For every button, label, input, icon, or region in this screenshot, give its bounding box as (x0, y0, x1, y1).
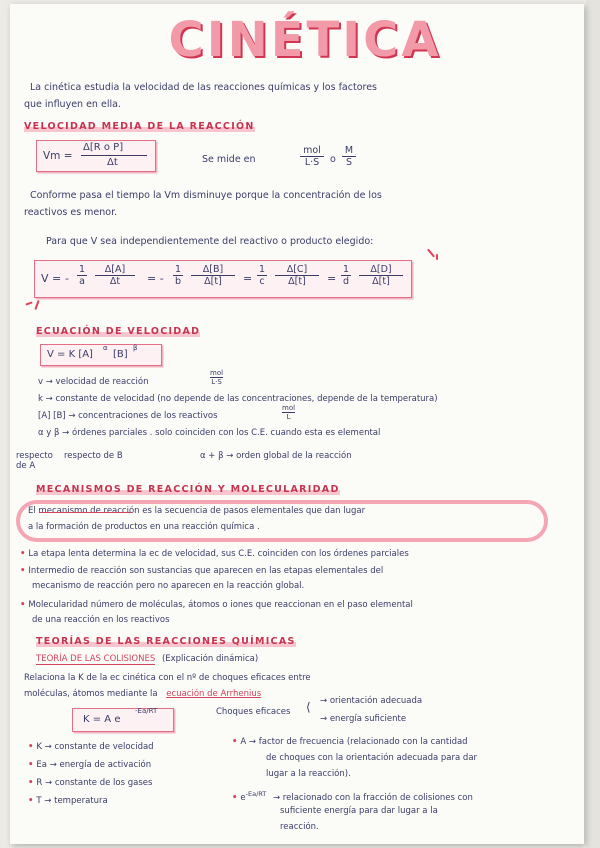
page-title: CINÉTICA (168, 12, 442, 68)
vm-note-line-2: reactivos es menor. (24, 207, 118, 218)
def-orden-global: α + β → orden global de la reacción (200, 451, 352, 461)
mecanismo-def-line-1: El mecanismo de reacción es la secuencia de pasos elementales que dan lugar (28, 506, 366, 516)
def-left-ea-text: Ea → energía de activación (36, 760, 152, 770)
rate-law-beta: β (133, 344, 138, 352)
arrhenius-exponent: -Ea/RT (135, 707, 158, 715)
unit-m-s (342, 145, 356, 168)
rate-law-alpha: α (103, 344, 108, 352)
term-2-den: Δ[t] (204, 276, 222, 287)
def-k: k → constante de velocidad (no depende de las concentraciones, depende de la temperatura) (38, 394, 438, 404)
arrhenius-formula: K = A e (83, 714, 121, 725)
def-a-line-1 (232, 737, 468, 747)
mecanismo-bullet-2 (20, 566, 383, 576)
rate-eq-3: = (243, 272, 253, 285)
def-ab: [A] [B] → concentraciones de los reactivos (38, 411, 218, 421)
coef-2-den: b (174, 276, 182, 287)
orientacion-adecuada: → orientación adecuada (320, 696, 423, 706)
rate-equality-box (34, 260, 412, 298)
bullet-dot: • (20, 566, 29, 576)
term-4-den: Δ[t] (372, 276, 390, 287)
term-4-num: Δ[D] (359, 264, 403, 276)
rate-term-3 (275, 264, 319, 287)
coef-2-num: 1 (174, 264, 182, 275)
strike-mecanismo (40, 512, 132, 513)
heading-velocidad-media-text: VELOCIDAD MEDIA DE LA REACCIÓN (24, 121, 255, 132)
rate-law-formula: V = K [A] (47, 349, 93, 360)
rate-coef-2 (173, 264, 183, 287)
def-left-k-text: K → constante de velocidad (36, 742, 154, 752)
def-respecto-b: respecto de B (64, 451, 123, 461)
def-ab-unit-num: mol (282, 404, 296, 412)
heading-velocidad-media (24, 121, 255, 132)
def-left-r (28, 778, 152, 788)
def-a-line-2: de choques con la orientación adecuada para dar (266, 753, 478, 763)
heading-ecuacion-text: ECUACIÓN DE VELOCIDAD (36, 326, 201, 337)
bullet-dot: • (232, 792, 241, 803)
colisiones-title-text: TEORÍA DE LAS COLISIONES (36, 654, 156, 664)
def-ab-unit (282, 404, 295, 421)
coef-3-den: c (259, 276, 265, 287)
relaciona-line-1: Relaciona la K de la ec cinética con el nº de choques eficaces entre (24, 673, 311, 683)
def-left-ea (28, 760, 151, 770)
rate-term-1 (95, 264, 135, 287)
mecanismo-bullet-1-text: La etapa lenta determina la ec de velocidad, sus C.E. coinciden con los órdenes parciales (28, 549, 409, 559)
def-left-t-text: T → temperatura (36, 796, 108, 806)
coef-1-den: a (79, 276, 85, 287)
mecanismo-bullet-2-line-2: mecanismo de reacción pero no aparecen en la reacción global. (32, 581, 305, 591)
spark-mark (25, 301, 32, 305)
term-2-num: Δ[B] (191, 264, 235, 276)
heading-ecuacion-velocidad (36, 326, 200, 337)
bullet-dot: • (28, 760, 37, 770)
def-v-unit (210, 369, 223, 386)
term-3-num: Δ[C] (275, 264, 319, 276)
coef-4-den: d (342, 276, 350, 287)
mecanismo-bullet-3-text: Molecularidad número de moléculas, átomos o iones que reaccionan en el paso elemental (28, 600, 413, 610)
vm-numerator: Δ[R o P] (83, 142, 124, 153)
unit2-den: S (345, 157, 353, 168)
rate-coef-3 (257, 264, 267, 287)
heading-mecanismos (36, 484, 340, 495)
rate-v: V = (41, 272, 62, 285)
def-v-unit-den: L·S (211, 378, 222, 386)
rate-term-2 (191, 264, 235, 287)
vm-note-line-1: Conforme pasa el tiempo la Vm disminuye porque la concentración de los (30, 190, 382, 201)
def-e-base: e (240, 792, 246, 803)
def-left-t (28, 796, 108, 806)
mecanismo-bullet-1 (20, 549, 409, 559)
def-v: v → velocidad de reacción (38, 377, 149, 387)
unit1-num: mol (300, 145, 324, 157)
rate-eq-4: = (327, 272, 337, 285)
vm-fraction-bar (81, 155, 147, 156)
term-3-den: Δ[t] (288, 276, 306, 287)
spark-mark (427, 249, 435, 258)
bullet-dot: • (232, 737, 241, 747)
def-ab-unit-den: L (286, 413, 291, 421)
energia-suficiente: → energía suficiente (320, 714, 407, 724)
intro-line-1: La cinética estudia la velocidad de las reacciones químicas y los factores (30, 82, 378, 93)
bullet-dot: • (20, 549, 29, 559)
mecanismo-def-line-2: a la formación de productos en una reacción química . (28, 522, 260, 532)
unit-mol-ls (300, 145, 324, 168)
def-left-r-text: R → constante de los gases (36, 778, 153, 788)
spark-mark (34, 300, 39, 310)
def-e-exponent: -Ea/RT (245, 790, 267, 798)
coef-3-num: 1 (258, 264, 266, 275)
colisiones-title (36, 654, 258, 664)
def-e-line-2: suficiente energía para dar lugar a la (280, 806, 438, 816)
def-alpha-beta: α y β → órdenes parciales . solo coinciden con los C.E. cuando esta es elemental (38, 428, 381, 438)
energia-text: energía suficiente (329, 714, 407, 724)
mecanismo-bullet-3 (20, 600, 413, 610)
notebook-page (10, 4, 584, 844)
mecanismo-bullet-2-text: Intermedio de reacción son sustancias que aparecen en las etapas elementales del (28, 566, 384, 576)
brace-arrows: ⟨ (306, 700, 311, 714)
unit2-num: M (342, 145, 356, 157)
def-a-line-1-text: A → factor de frecuencia (relacionado con la cantidad (240, 737, 468, 747)
orientacion-text: orientación adecuada (329, 696, 423, 706)
unit-or: o (330, 154, 336, 165)
spark-mark (436, 254, 438, 260)
heading-teorias-text: TEORÍAS DE LAS REACCIONES QUÍMICAS (36, 636, 296, 647)
relaciona-line-2 (24, 689, 261, 699)
rate-coef-4 (341, 264, 351, 287)
term-1-num: Δ[A] (95, 264, 135, 276)
coef-1-num: 1 (78, 264, 86, 275)
colisiones-subtitle: (Explicación dinámica) (161, 654, 259, 664)
mide-label: Se mide en (202, 154, 256, 165)
unit1-den: L·S (304, 157, 320, 168)
relaciona-line-2-text: moléculas, átomos mediante la (24, 689, 158, 699)
arrhenius-name: ecuación de Arrhenius (166, 689, 262, 699)
indep-note: Para que V sea independientemente del reactivo o producto elegido: (46, 236, 374, 247)
next-page-edge (586, 0, 600, 848)
mecanismo-bullet-3-line-2: de una reacción en los reactivos (32, 615, 170, 625)
intro-line-2: que influyen en ella. (24, 99, 121, 110)
bullet-dot: • (28, 778, 37, 788)
def-e-line-1-text: → relacionado con la fracción de colisiones con (272, 792, 473, 803)
rate-coef-1 (77, 264, 87, 287)
def-a-line-3: lugar a la reacción). (266, 769, 351, 779)
heading-mecanismos-text: MECANISMOS DE REACCIÓN Y MOLECULARIDAD (36, 484, 340, 495)
choques-eficaces: Choques eficaces (216, 707, 291, 717)
rate-term-4 (359, 264, 403, 287)
vm-formula-box (36, 140, 156, 172)
term-1-den: Δt (109, 276, 121, 287)
rate-sign-1: - (65, 272, 69, 285)
bullet-dot: • (20, 600, 29, 610)
rate-law-box (40, 344, 162, 366)
coef-4-num: 1 (342, 264, 350, 275)
rate-eq-2: = - (147, 272, 164, 285)
def-e-line-3: reacción. (280, 822, 319, 832)
bullet-dot: • (28, 742, 37, 752)
arrhenius-box (72, 708, 174, 732)
def-left-k (28, 742, 154, 752)
rate-law-b: [B] (113, 349, 128, 360)
def-v-unit-num: mol (210, 369, 224, 377)
heading-teorias (36, 636, 296, 647)
bullet-dot: • (28, 796, 37, 806)
vm-label: Vm = (43, 150, 73, 162)
def-e-line-1 (232, 790, 473, 803)
def-respecto-a: respecto de A (16, 451, 53, 471)
vm-denominator: Δt (107, 157, 118, 168)
